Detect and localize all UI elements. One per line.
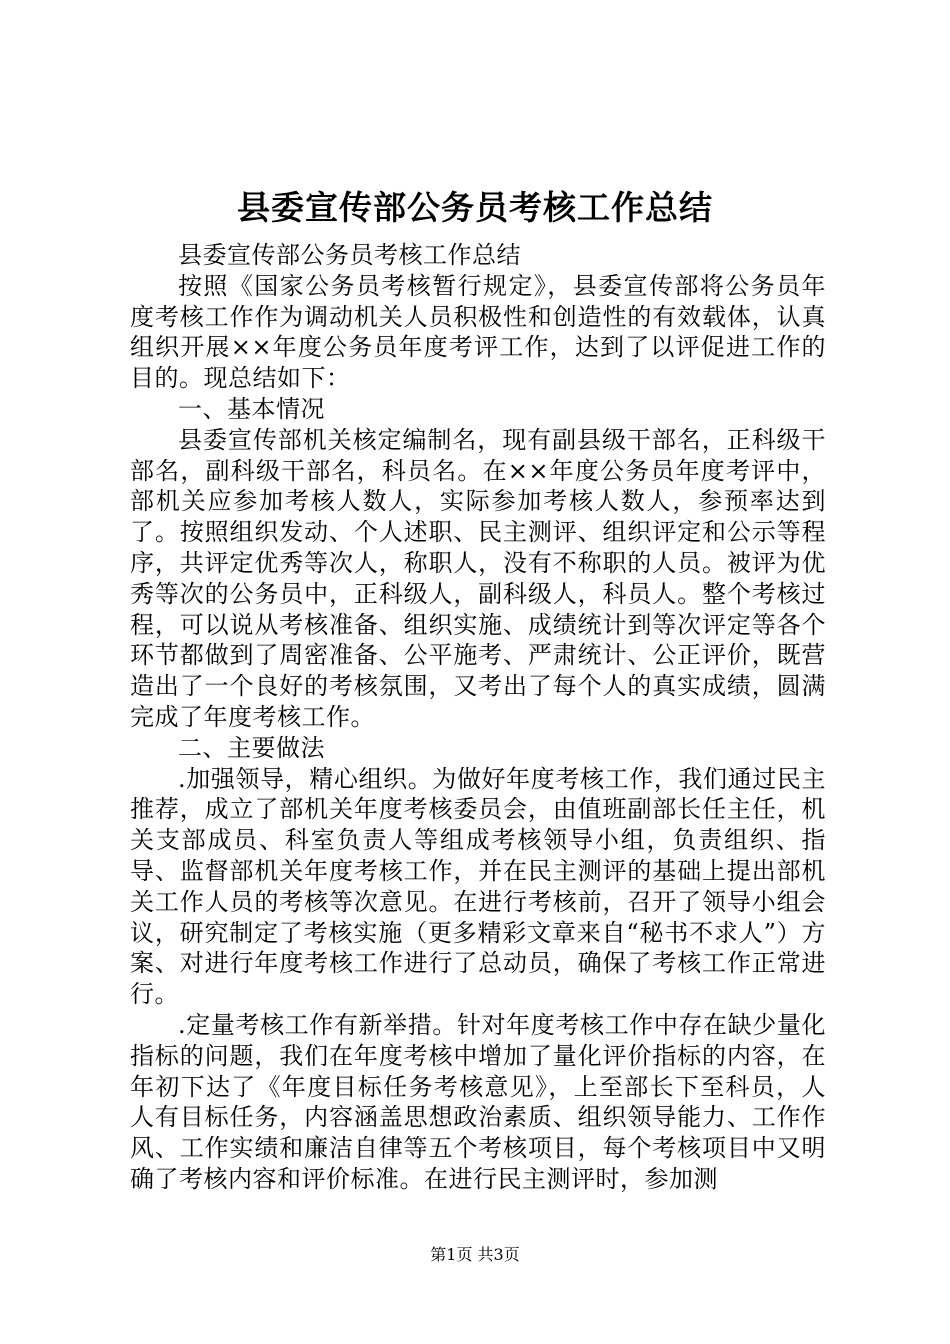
- intro-paragraph: 按照《国家公务员考核暂行规定》，县委宣传部将公务员年度考核工作作为调动机关人员积极性和创造性的有效载体，认真组织开展××年度公务员年度考评工作，达到了以评促进工作的目的。现总结如下：: [130, 271, 826, 393]
- basic-situation-paragraph: 县委宣传部机关核定编制名，现有副县级干部名，正科级干部名，副科级干部名，科员名。在××年度公务员年度考评中，部机关应参加考核人数人，实际参加考核人数人，参预率达到了。按照组织发动、个人述职、民主测评、组织评定和公示等程序，共评定优秀等次人，称职人，没有不称职的人员。被评为优秀等次的公务员中，正科级人，副科级人，科员人。整个考核过程，可以说从考核准备、组织实施、成绩统计到等次评定等各个环节都做到了周密准备、公平施考、严肃统计、公正评价，既营造出了一个良好的考核氛围，又考出了每个人的真实成绩，圆满完成了年度考核工作。: [130, 425, 826, 731]
- document-title: 县委宣传部公务员考核工作总结: [237, 188, 713, 227]
- practice-leadership-paragraph: .加强领导，精心组织。为做好年度考核工作，我们通过民主推荐，成立了部机关年度考核委员会，由值班副部长任主任，机关支部成员、科室负责人等组成考核领导小组，负责组织、指导、监督部机关年度考核工作，并在民主测评的基础上提出部机关工作人员的考核等次意见。在进行考核前，召开了领导小组会议，研究制定了考核实施（更多精彩文章来自“秘书不求人”）方案、对进行年度考核工作进行了总动员，确保了考核工作正常进行。: [130, 764, 826, 1009]
- practice-quantitative-paragraph: .定量考核工作有新举措。针对年度考核工作中存在缺少量化指标的问题，我们在年度考核中增加了量化评价指标的内容，在年初下达了《年度目标任务考核意见》，上至部长下至科员，人人有目标任务，内容涵盖思想政治素质、组织领导能力、工作作风、工作实绩和廉洁自律等五个考核项目，每个考核项目中又明确了考核内容和评价标准。在进行民主测评时，参加测: [130, 1010, 826, 1193]
- section-heading-main-practices: 二、主要做法: [178, 733, 325, 762]
- subtitle-paragraph: 县委宣传部公务员考核工作总结: [178, 241, 521, 269]
- document-body: [130, 240, 826, 1195]
- section-heading-basic-situation: 一、基本情况: [178, 394, 325, 423]
- page-number-footer: 第1页 共3页: [430, 1245, 520, 1264]
